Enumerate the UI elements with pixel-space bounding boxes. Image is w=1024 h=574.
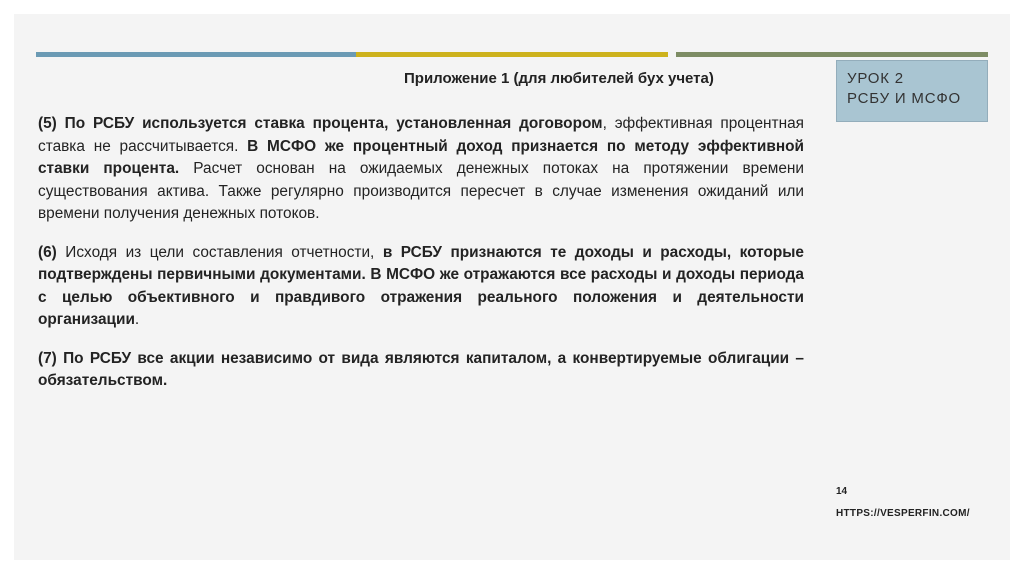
paragraph-5-lead: (5) По РСБУ используется ставка процента, установленная договором: [38, 115, 603, 132]
lesson-topic: РСБУ И МСФО: [847, 90, 962, 107]
paragraph-6-number: (6): [38, 243, 66, 261]
paragraph-7: [38, 348, 804, 393]
content-body: [38, 113, 804, 409]
paragraph-6-text: Исходя из цели составления отчетности,: [65, 243, 383, 261]
page-number: 14: [836, 486, 848, 497]
slide-title: Приложение 1 (для любителей бух учета): [404, 70, 714, 87]
paragraph-5-emphasis: В МСФО же процентный доход признается по методу эффективной ставки процента.: [38, 137, 804, 177]
paragraph-7-text: (7) По РСБУ все акции независимо от вида являются капиталом, а конвертируемые облигации – обязательством.: [38, 349, 804, 389]
paragraph-5-text: , эффективная процентная ставка не рассчитывается.: [38, 115, 804, 155]
paragraph-5-tail: Расчет основан на ожидаемых денежных потоках на протяжении времени существования актива. Также регулярно производится пересчет в случае изменения ожиданий или времени получения денежных потоков.: [38, 160, 804, 222]
paragraph-6-tail: .: [134, 311, 140, 328]
accent-stripe-yellow: [356, 52, 668, 57]
paragraph-5: [38, 113, 804, 226]
paragraph-6-emphasis: в РСБУ признаются те доходы и расходы, которые подтверждены первичными документами. В МСФО же отражаются все расходы и доходы периода с целью объективного и правдивого отражения реального положения и деятельности организации: [38, 243, 804, 328]
lesson-badge: [836, 60, 988, 122]
lesson-number: УРОК 2: [847, 70, 904, 87]
website-link[interactable]: HTTPS://VESPERFIN.COM/: [836, 508, 970, 519]
slide: [14, 14, 1010, 560]
accent-stripe-olive: [676, 52, 988, 57]
accent-stripe-blue: [36, 52, 362, 57]
paragraph-6: [38, 242, 804, 332]
